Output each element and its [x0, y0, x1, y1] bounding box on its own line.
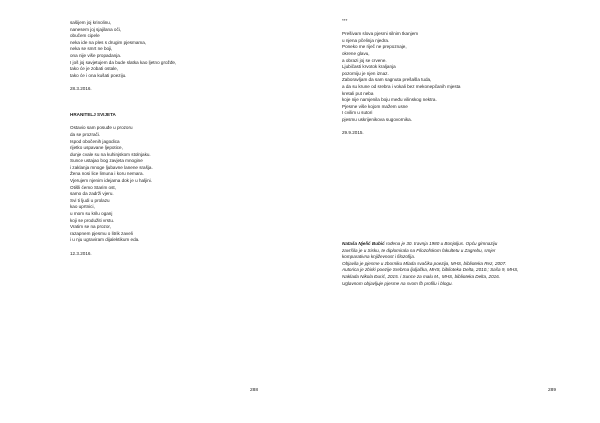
- poem-line: i zaklanja mnoge ljubavne lanene srašja.: [70, 164, 153, 170]
- poem1-date: 28.3.2016.: [70, 85, 92, 91]
- poem-line: u njena pčelinja njedra.: [342, 37, 390, 43]
- bio-line: Naklada Nikola Đurić, 2015. i Sunce za malu M., MHS, biblioteka Delta, 2016.: [342, 273, 501, 279]
- bio-line: Uglavnom objavljuje pjesme na svom fb profilu i blogu.: [342, 280, 453, 286]
- poem-line: nanesem joj sjajilana oči,: [70, 26, 122, 32]
- left-poem-column: [70, 20, 270, 257]
- page-number-left: 288: [250, 388, 259, 393]
- right-poem-column: [342, 18, 542, 137]
- poem-line: pjesmu uskrijenikova sugovornika.: [342, 116, 412, 122]
- poem-line: Ostavio sam posuđe u prozoru: [70, 125, 133, 131]
- bio-line: završila je u Sisku, te diplomirala na Filozofskom fakultetu u Zagrebu, smjer: [342, 247, 496, 253]
- poem-line: I još joj savjetujem da bude slatka kao ljetno grožđe,: [70, 59, 177, 65]
- poem-line: I cvilim u sutori: [342, 110, 373, 116]
- poem-line: koje nije namjenila boju među vilinskog nektra.: [342, 97, 437, 103]
- poem-line: Ljubičasti krvotok kraljanja: [342, 64, 396, 70]
- poem-line: Svi ti ljudi u prolazu: [70, 197, 110, 203]
- poem-line: Sunce ustajao bog zavjeta mnogine: [70, 158, 143, 164]
- bio-line: Autorica je zbirki poezije Srebrna ljuljačka, MHS, biblioteka Delta, 2010.; Saša 9, MHS,: [342, 267, 519, 273]
- poem-date: 29.9.2015.: [342, 130, 364, 136]
- poem-line: kao uprtnici,: [70, 204, 95, 210]
- poem-line: neka ide na ples s drugim pjesmama,: [70, 39, 147, 45]
- poem-line: u mom su krilu oganj: [70, 211, 113, 217]
- section-stars: ***: [342, 18, 348, 23]
- poem-line: Ispod obočenih jagodica: [70, 138, 120, 144]
- poem-line: razapnem pjesmu o litrik zaveli: [70, 230, 133, 236]
- poem-line: a obrazi joj se crvene.: [342, 57, 387, 63]
- poem-line: Prešivam slova pjesmi silnim tkanjem: [342, 31, 419, 37]
- poem-line: ona nije više propadanja.: [70, 52, 122, 58]
- poem2-date: 12.3.2016.: [70, 250, 92, 256]
- poem-line: tako će i ona kušati poeziju.: [70, 72, 127, 78]
- author-name: Nataša Njelić Bubić: [342, 241, 385, 246]
- poem-line: pozorniju je njen iznaz.: [342, 70, 389, 76]
- author-bio: [342, 241, 558, 287]
- poem-line: Pjesme više kojom mažem usne: [342, 103, 408, 109]
- poem-line: dunje cvale su na kuhinjskom stolnjaku.: [70, 151, 151, 157]
- poem-line: rijetko uspavane ljepotice,: [70, 145, 123, 151]
- poem-line: okrene glavu,: [342, 50, 370, 56]
- poem-line: obučem cipele: [70, 33, 100, 39]
- bio-line: komparativna književnost i filozofija.: [342, 254, 416, 260]
- poem-line: da se prozrači.: [70, 131, 101, 137]
- poem-line: sašijem joj krinolinu,: [70, 20, 112, 25]
- poem-line: tako će je zobati ostale,: [70, 66, 119, 72]
- page-number-right: 289: [548, 388, 557, 393]
- bio-line: rođena je 30. travnja 1980 u Bonjoljus. Opću gimnaziju: [384, 241, 498, 246]
- poem-line: i u nju ugraviram dijalektikum eda.: [70, 237, 140, 243]
- poem-line: samo da zadrži vjeru.: [70, 191, 114, 197]
- poem-line: neka se smrt ne boji,: [70, 46, 113, 52]
- poem-line: Vratim se na prozor,: [70, 224, 111, 230]
- poem-line: Vjerujem njenim idejama dok je u haljini.: [70, 178, 152, 184]
- bio-line: Objavila je pjesme u zborniku Mlada svačika poezija, MHS, biblioteka Rez, 2007.: [342, 260, 507, 266]
- poem-line: Žena nosi lice limuna i koru nemara.: [70, 171, 144, 177]
- poem2-title: HRANITELJ SVIJETA: [70, 112, 116, 118]
- poem-line: kretali put neba: [342, 90, 374, 96]
- poem-line: Poneko me riječ ne prepoznaje,: [342, 44, 407, 50]
- poem-line: koji se produžiti vrstu.: [70, 217, 115, 223]
- poem-line: Zaboravljam da sam sagnuta prešašla tuda,: [342, 77, 432, 83]
- poem-line: a da su krune od srebra i vokali bez mekonepčanih mjesta: [342, 83, 461, 89]
- poem-line: Otišli ćemo Starim ost,: [70, 184, 116, 190]
- right-page: [300, 0, 600, 423]
